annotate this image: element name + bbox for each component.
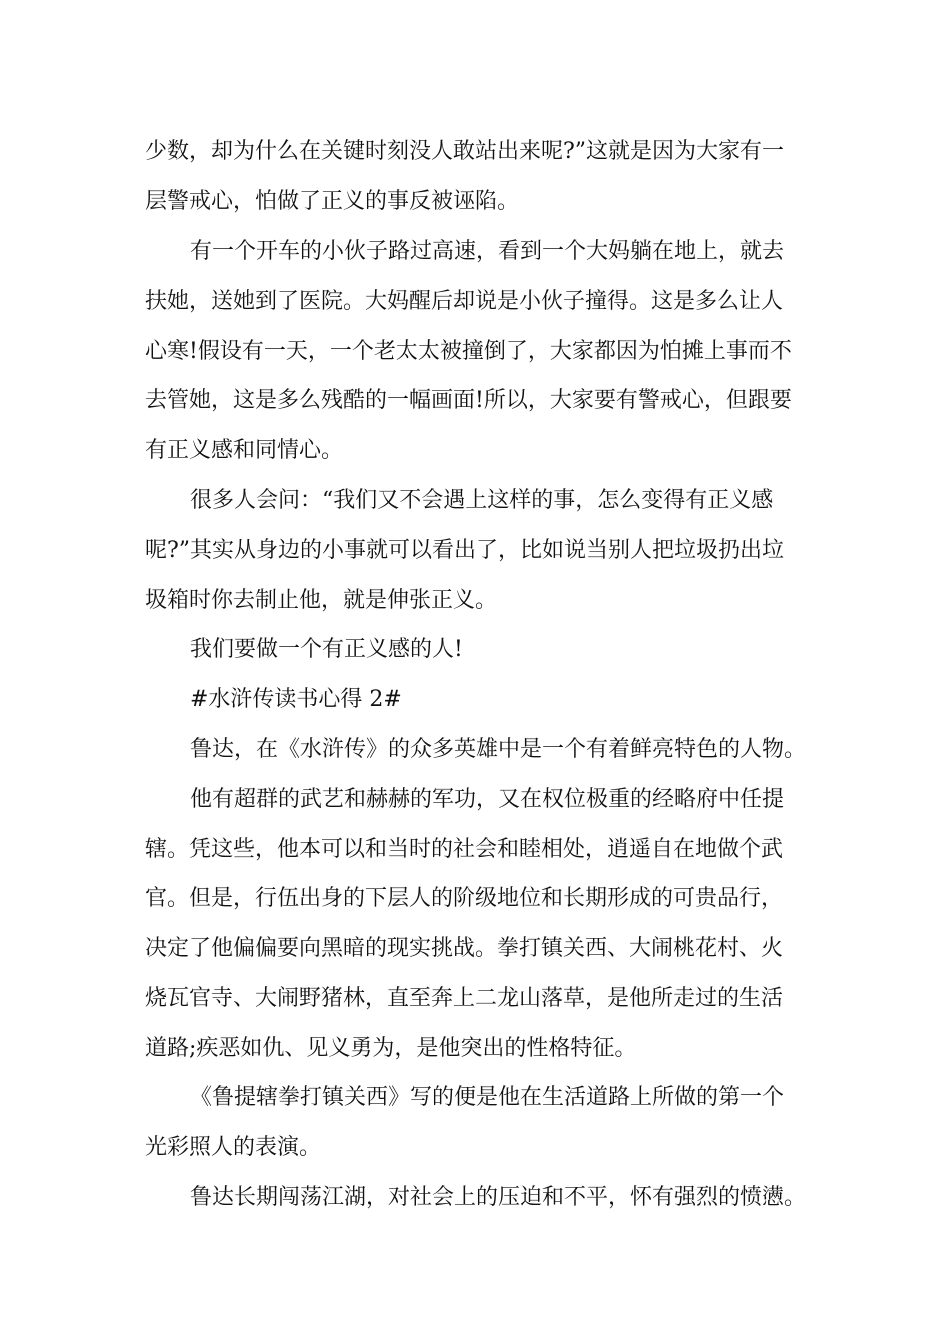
text-line: 官。但是，行伍出身的下层人的阶级地位和长期形成的可贵品行， bbox=[145, 886, 784, 911]
text-line: 决定了他偏偏要向黑暗的现实挑战。拳打镇关西、大闹桃花村、火 bbox=[145, 936, 784, 961]
text-line: 有一个开车的小伙子路过高速，看到一个大妈躺在地上，就去 bbox=[190, 239, 785, 264]
text-line: 层警戒心，怕做了正义的事反被诬陷。 bbox=[145, 189, 520, 214]
text-line: 少数，却为什么在关键时刻没人敢站出来呢?”这就是因为大家有一 bbox=[145, 139, 785, 164]
text-line: 辖。凭这些，他本可以和当时的社会和睦相处，逍遥自在地做个武 bbox=[145, 837, 784, 862]
section-heading: #水浒传读书心得 2# bbox=[190, 687, 402, 712]
text-line: 我们要做一个有正义感的人! bbox=[190, 637, 463, 662]
text-line: 《鲁提辖拳打镇关西》写的便是他在生活道路上所做的第一个 bbox=[190, 1085, 785, 1110]
text-line: 鲁达，在《水浒传》的众多英雄中是一个有着鲜亮特色的人物。 bbox=[190, 737, 807, 762]
text-line: 圾箱时你去制止他，就是伸张正义。 bbox=[145, 588, 498, 613]
text-line: 他有超群的武艺和赫赫的军功，又在权位极重的经略府中任提 bbox=[190, 787, 785, 812]
text-line: 扶她，送她到了医院。大妈醒后却说是小伙子撞得。这是多么让人 bbox=[145, 289, 784, 314]
text-line: 呢?”其实从身边的小事就可以看出了，比如说当别人把垃圾扔出垃 bbox=[145, 538, 785, 563]
text-line: 鲁达长期闯荡江湖，对社会上的压迫和不平，怀有强烈的愤懑。 bbox=[190, 1185, 807, 1210]
text-line: 光彩照人的表演。 bbox=[145, 1135, 322, 1160]
text-line: 去管她，这是多么残酷的一幅画面!所以，大家要有警戒心，但跟要 bbox=[145, 388, 792, 413]
text-line: 有正义感和同情心。 bbox=[145, 438, 344, 463]
text-line: 很多人会问：“我们又不会遇上这样的事，怎么变得有正义感 bbox=[190, 488, 774, 513]
text-line: 烧瓦官寺、大闹野猪林，直至奔上二龙山落草，是他所走过的生活 bbox=[145, 986, 784, 1011]
text-line: 心寒!假设有一天，一个老太太被撞倒了，大家都因为怕摊上事而不 bbox=[145, 339, 792, 364]
text-line: 道路;疾恶如仇、见义勇为，是他突出的性格特征。 bbox=[145, 1036, 637, 1061]
